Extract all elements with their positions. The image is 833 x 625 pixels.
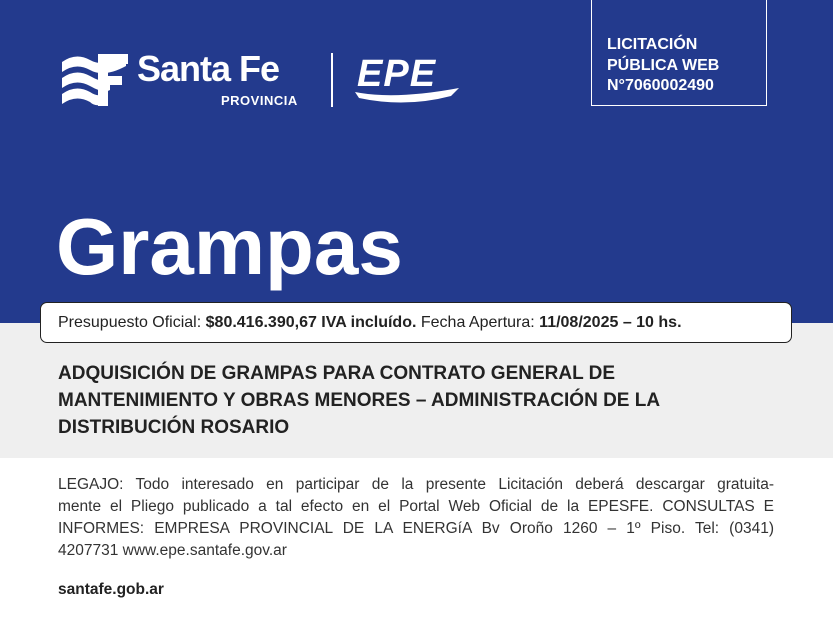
brand-name: Santa Fe: [137, 48, 280, 89]
legajo-paragraph: [58, 474, 774, 562]
budget-amount: $80.416.390,67 IVA incluído.: [205, 314, 417, 331]
logo-divider: [331, 53, 333, 107]
licitacion-line-1: LICITACIÓN: [607, 36, 698, 53]
legajo-line: INFORMES: EMPRESA PROVINCIAL DE LA ENERGíA Bv Oroño 1260 – 1º Piso. Tel: (0341): [58, 520, 774, 537]
santa-fe-logo-icon: [60, 50, 130, 108]
page-title: Grampas: [56, 202, 403, 291]
heading-line: ADQUISICIÓN DE GRAMPAS PARA CONTRATO GENERAL DE: [58, 363, 616, 384]
description-heading: [58, 360, 778, 441]
opening-date-value: 11/08/2025 – 10 hs.: [539, 314, 682, 331]
legajo-line: LEGAJO: Todo interesado en participar de la presente Licitación deberá descargar gratuita-: [58, 476, 774, 493]
licitacion-line-2: PÚBLICA WEB: [607, 57, 720, 74]
budget-box: [40, 302, 792, 343]
legajo-line: 4207731 www.epe.santafe.gov.ar: [58, 542, 287, 559]
epe-logo: [355, 52, 461, 106]
footer-url: santafe.gob.ar: [58, 581, 164, 598]
budget-label: Presupuesto Oficial:: [58, 314, 202, 331]
licitacion-box: [591, 0, 767, 106]
licitacion-number: N°7060002490: [607, 77, 714, 94]
brand-subtitle: PROVINCIA: [221, 93, 298, 108]
legajo-line: mente el Pliego publicado a tal efecto en el Portal Web Oficial de la EPESFE. CONSULTAS E: [58, 498, 774, 515]
heading-line: DISTRIBUCIÓN ROSARIO: [58, 417, 290, 438]
epe-logo-text: EPE: [357, 53, 437, 95]
heading-line: MANTENIMIENTO Y OBRAS MENORES – ADMINISTRACIÓN DE LA: [58, 390, 661, 411]
budget-text: [58, 313, 682, 333]
opening-date-label: Fecha Apertura:: [420, 314, 535, 331]
